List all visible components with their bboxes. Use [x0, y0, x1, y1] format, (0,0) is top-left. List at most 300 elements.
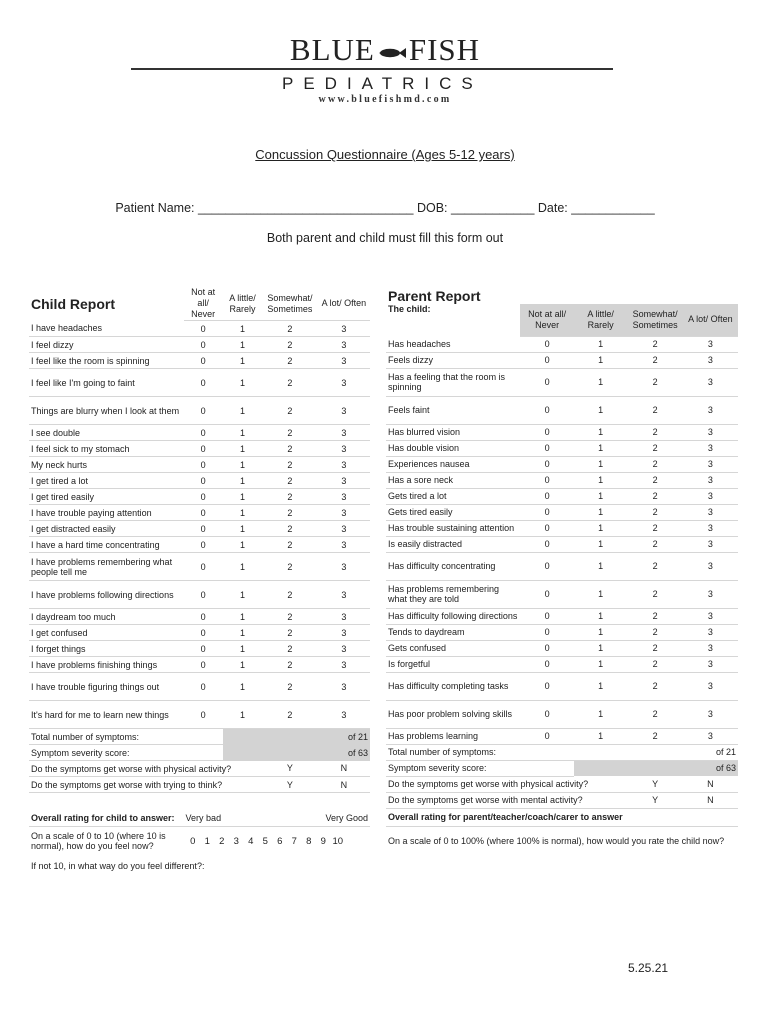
score-option[interactable]: 0: [184, 337, 223, 353]
symptom-row: [29, 425, 370, 441]
symptom-row: [386, 456, 738, 472]
severity-score-label: Symptom severity score:: [386, 760, 574, 776]
symptom-label: Feels dizzy: [386, 352, 520, 368]
score-option[interactable]: 2: [262, 397, 318, 425]
symptom-row: [29, 701, 370, 729]
yes-option[interactable]: Y: [262, 761, 318, 777]
score-option[interactable]: 3: [318, 609, 370, 625]
score-option[interactable]: 1: [574, 520, 628, 536]
symptom-row: [386, 656, 738, 672]
score-option[interactable]: 3: [318, 701, 370, 729]
yes-option[interactable]: Y: [627, 792, 682, 808]
score-option[interactable]: 2: [627, 700, 682, 728]
score-option[interactable]: 3: [683, 656, 738, 672]
total-symptoms-field[interactable]: of 21: [574, 744, 738, 760]
score-option[interactable]: 1: [574, 396, 628, 424]
score-option[interactable]: 0: [184, 553, 223, 581]
score-option[interactable]: 1: [223, 625, 262, 641]
score-option[interactable]: 3: [318, 641, 370, 657]
column-header: A lot/ Often: [318, 287, 370, 321]
score-option[interactable]: 1: [574, 440, 628, 456]
symptom-row: [29, 321, 370, 337]
score-option[interactable]: 0: [520, 440, 573, 456]
symptom-label: Has a feeling that the room is spinning: [386, 368, 520, 396]
symptom-row: [386, 552, 738, 580]
symptom-row: [29, 657, 370, 673]
score-option[interactable]: 0: [184, 625, 223, 641]
score-option[interactable]: 3: [683, 700, 738, 728]
score-option[interactable]: 3: [683, 728, 738, 744]
symptom-label: Has problems learning: [386, 728, 520, 744]
score-option[interactable]: 3: [683, 580, 738, 608]
score-option[interactable]: 2: [262, 521, 318, 537]
score-option[interactable]: 1: [223, 457, 262, 473]
score-option[interactable]: 0: [184, 457, 223, 473]
symptom-row: [386, 424, 738, 440]
symptom-row: [386, 352, 738, 368]
score-option[interactable]: 1: [574, 488, 628, 504]
score-option[interactable]: 3: [318, 441, 370, 457]
score-option[interactable]: 0: [184, 425, 223, 441]
score-option[interactable]: 2: [262, 369, 318, 397]
score-option[interactable]: 1: [574, 728, 628, 744]
symptom-label: I have headaches: [29, 321, 184, 337]
symptom-label: Has blurred vision: [386, 424, 520, 440]
score-option[interactable]: 2: [627, 368, 682, 396]
score-option[interactable]: 0: [520, 504, 573, 520]
mental-activity-question: Do the symptoms get worse with mental activity?: [386, 792, 627, 808]
column-header: A little/ Rarely: [223, 287, 262, 321]
symptom-row: [29, 641, 370, 657]
very-good-label: Very Good: [262, 811, 370, 827]
symptom-row: [29, 521, 370, 537]
score-option[interactable]: 3: [318, 505, 370, 521]
parent-scale-question[interactable]: On a scale of 0 to 100% (where 100% is normal), how would you rate the child now?: [388, 836, 725, 847]
score-option[interactable]: 1: [223, 521, 262, 537]
symptom-row: [29, 609, 370, 625]
score-option[interactable]: 3: [683, 552, 738, 580]
score-option[interactable]: 2: [627, 536, 682, 552]
score-option[interactable]: 2: [262, 537, 318, 553]
physical-activity-question: Do the symptoms get worse with physical activity?: [29, 761, 262, 777]
score-option[interactable]: 3: [683, 672, 738, 700]
symptom-row: [29, 473, 370, 489]
score-option[interactable]: 0: [184, 397, 223, 425]
score-option[interactable]: 3: [318, 673, 370, 701]
score-option[interactable]: 0: [520, 552, 573, 580]
score-option[interactable]: 1: [574, 624, 628, 640]
score-option[interactable]: 2: [262, 581, 318, 609]
score-option[interactable]: 2: [262, 337, 318, 353]
symptom-label: I feel sick to my stomach: [29, 441, 184, 457]
score-option[interactable]: 2: [262, 489, 318, 505]
score-option[interactable]: 2: [262, 701, 318, 729]
column-header: Somewhat/ Sometimes: [262, 287, 318, 321]
symptom-label: It's hard for me to learn new things: [29, 701, 184, 729]
symptom-label: Has difficulty concentrating: [386, 552, 520, 580]
score-option[interactable]: 0: [184, 657, 223, 673]
score-option[interactable]: 1: [223, 425, 262, 441]
score-option[interactable]: 3: [318, 625, 370, 641]
score-option[interactable]: 3: [318, 473, 370, 489]
score-option[interactable]: 2: [627, 352, 682, 368]
score-option[interactable]: 2: [262, 609, 318, 625]
symptom-label: I see double: [29, 425, 184, 441]
score-option[interactable]: 3: [683, 352, 738, 368]
brand-url: www.bluefishmd.com: [318, 94, 452, 105]
score-option[interactable]: 0: [184, 537, 223, 553]
severity-score-field[interactable]: of 63: [574, 760, 738, 776]
score-option[interactable]: 1: [574, 504, 628, 520]
score-option[interactable]: 0: [184, 321, 223, 337]
no-option[interactable]: N: [683, 776, 738, 792]
score-option[interactable]: 1: [574, 336, 628, 352]
score-option[interactable]: 2: [262, 425, 318, 441]
score-option[interactable]: 1: [223, 473, 262, 489]
symptom-label: Has headaches: [386, 336, 520, 352]
yes-option[interactable]: Y: [627, 776, 682, 792]
score-option[interactable]: 2: [262, 625, 318, 641]
symptom-label: I have trouble figuring things out: [29, 673, 184, 701]
total-symptoms-field[interactable]: of 21: [223, 729, 370, 745]
symptom-label: I have problems finishing things: [29, 657, 184, 673]
score-option[interactable]: 2: [262, 353, 318, 369]
score-option[interactable]: 0: [520, 456, 573, 472]
symptom-row: [29, 537, 370, 553]
fish-icon: [377, 33, 407, 67]
score-option[interactable]: 1: [574, 700, 628, 728]
scale-option[interactable]: 1: [204, 835, 210, 847]
score-option[interactable]: 3: [318, 581, 370, 609]
symptom-label: I feel dizzy: [29, 337, 184, 353]
symptom-label: I have a hard time concentrating: [29, 537, 184, 553]
scale-option[interactable]: 7: [291, 835, 297, 847]
score-option[interactable]: 0: [184, 353, 223, 369]
score-option[interactable]: 1: [574, 472, 628, 488]
symptom-row: [386, 488, 738, 504]
score-option[interactable]: 0: [520, 624, 573, 640]
score-option[interactable]: 0: [520, 608, 573, 624]
symptom-label: Is forgetful: [386, 656, 520, 672]
symptom-label: Experiences nausea: [386, 456, 520, 472]
score-option[interactable]: 0: [184, 489, 223, 505]
score-option[interactable]: 3: [683, 396, 738, 424]
symptom-label: My neck hurts: [29, 457, 184, 473]
score-option[interactable]: 1: [574, 536, 628, 552]
revision-date: 5.25.21: [628, 961, 669, 975]
symptom-row: [386, 336, 738, 352]
score-option[interactable]: 0: [520, 656, 573, 672]
symptom-row: [386, 624, 738, 640]
score-option[interactable]: 1: [223, 641, 262, 657]
score-option[interactable]: 3: [683, 440, 738, 456]
score-option[interactable]: 0: [520, 396, 573, 424]
score-option[interactable]: 3: [683, 536, 738, 552]
score-option[interactable]: 0: [520, 728, 573, 744]
score-option[interactable]: 1: [574, 608, 628, 624]
score-option[interactable]: 2: [627, 672, 682, 700]
score-option[interactable]: 1: [223, 353, 262, 369]
score-option[interactable]: 2: [627, 624, 682, 640]
no-option[interactable]: N: [318, 777, 370, 793]
score-option[interactable]: 0: [184, 505, 223, 521]
score-option[interactable]: 1: [223, 489, 262, 505]
score-option[interactable]: 3: [318, 553, 370, 581]
score-option[interactable]: 2: [262, 553, 318, 581]
symptom-row: [386, 396, 738, 424]
symptom-row: [29, 441, 370, 457]
scale-option[interactable]: 8: [306, 835, 312, 847]
brand-name-right: FISH: [408, 31, 481, 67]
score-option[interactable]: 0: [520, 640, 573, 656]
symptom-label: Things are blurry when I look at them: [29, 397, 184, 425]
score-option[interactable]: 0: [520, 352, 573, 368]
score-option[interactable]: 3: [318, 489, 370, 505]
score-option[interactable]: 1: [223, 581, 262, 609]
score-option[interactable]: 1: [574, 552, 628, 580]
score-option[interactable]: 2: [627, 424, 682, 440]
score-option[interactable]: 0: [184, 369, 223, 397]
symptom-label: Tends to daydream: [386, 624, 520, 640]
score-option[interactable]: 0: [184, 441, 223, 457]
symptom-label: Gets tired a lot: [386, 488, 520, 504]
score-option[interactable]: 1: [223, 537, 262, 553]
brand-subtitle: PEDIATRICS: [282, 74, 483, 93]
score-option[interactable]: 2: [627, 580, 682, 608]
no-option[interactable]: N: [683, 792, 738, 808]
score-option[interactable]: 2: [262, 657, 318, 673]
score-option[interactable]: 0: [184, 609, 223, 625]
child-rating-label: Overall rating for child to answer:: [29, 811, 184, 827]
patient-info-line[interactable]: Patient Name: _______________________________ DOB: ____________ Date: ____________: [115, 201, 655, 215]
score-option[interactable]: 3: [683, 520, 738, 536]
score-option[interactable]: 0: [520, 580, 573, 608]
score-option[interactable]: 3: [318, 321, 370, 337]
score-option[interactable]: 0: [184, 673, 223, 701]
score-option[interactable]: 2: [262, 457, 318, 473]
no-option[interactable]: N: [318, 761, 370, 777]
score-option[interactable]: 1: [574, 580, 628, 608]
score-option[interactable]: 3: [683, 624, 738, 640]
total-symptoms-label: Total number of symptoms:: [386, 744, 574, 760]
symptom-row: [386, 640, 738, 656]
score-option[interactable]: 2: [627, 640, 682, 656]
score-option[interactable]: 1: [574, 656, 628, 672]
score-option[interactable]: 0: [520, 536, 573, 552]
score-option[interactable]: 3: [683, 488, 738, 504]
symptom-row: [29, 581, 370, 609]
score-option[interactable]: 0: [520, 424, 573, 440]
score-option[interactable]: 1: [223, 673, 262, 701]
score-option[interactable]: 3: [683, 336, 738, 352]
score-option[interactable]: 0: [184, 521, 223, 537]
spacer: [29, 793, 370, 811]
symptom-label: I get confused: [29, 625, 184, 641]
score-option[interactable]: 1: [223, 369, 262, 397]
score-option[interactable]: 3: [318, 337, 370, 353]
score-option[interactable]: 0: [520, 672, 573, 700]
score-option[interactable]: 3: [318, 369, 370, 397]
brand-name-left: BLUE: [289, 31, 375, 67]
symptom-row: [29, 625, 370, 641]
score-option[interactable]: 2: [627, 396, 682, 424]
score-option[interactable]: 3: [318, 537, 370, 553]
column-header: Not at all/ Never: [520, 304, 573, 336]
symptom-label: I have problems remembering what people tell me: [29, 553, 184, 581]
score-option[interactable]: 1: [574, 424, 628, 440]
score-option[interactable]: 2: [627, 552, 682, 580]
symptom-row: [386, 472, 738, 488]
scale-option[interactable]: 4: [248, 835, 254, 847]
parent-rating-label: Overall rating for parent/teacher/coach/carer to answer: [386, 808, 738, 826]
scale-option[interactable]: 3: [233, 835, 239, 847]
score-option[interactable]: 2: [627, 520, 682, 536]
symptom-row: [29, 353, 370, 369]
parent-subtitle: The child:: [388, 304, 431, 314]
score-option[interactable]: 3: [318, 353, 370, 369]
score-option[interactable]: 2: [262, 641, 318, 657]
form-title: Concussion Questionnaire (Ages 5-12 years): [255, 147, 515, 162]
score-option[interactable]: 0: [520, 520, 573, 536]
symptom-label: I get tired a lot: [29, 473, 184, 489]
symptom-label: I get tired easily: [29, 489, 184, 505]
score-option[interactable]: 1: [574, 352, 628, 368]
score-option[interactable]: 1: [223, 553, 262, 581]
score-option[interactable]: 0: [520, 336, 573, 352]
score-option[interactable]: 2: [627, 472, 682, 488]
symptom-row: [29, 505, 370, 521]
score-option[interactable]: 2: [627, 504, 682, 520]
score-option[interactable]: 0: [520, 488, 573, 504]
symptom-label: I feel like the room is spinning: [29, 353, 184, 369]
score-option[interactable]: 2: [627, 728, 682, 744]
scale-question: On a scale of 0 to 10 (where 10 is normal), how do you feel now?: [31, 831, 166, 852]
symptom-row: [386, 368, 738, 396]
symptom-label: Feels faint: [386, 396, 520, 424]
symptom-label: Has difficulty following directions: [386, 608, 520, 624]
score-option[interactable]: 2: [262, 673, 318, 701]
very-bad-label: Very bad: [184, 811, 263, 827]
score-option[interactable]: 2: [627, 440, 682, 456]
symptom-label: I forget things: [29, 641, 184, 657]
symptom-row: [29, 489, 370, 505]
symptom-row: [386, 700, 738, 728]
scale-option[interactable]: 2: [219, 835, 225, 847]
score-option[interactable]: 3: [683, 640, 738, 656]
symptom-label: I get distracted easily: [29, 521, 184, 537]
score-option[interactable]: 2: [627, 608, 682, 624]
score-option[interactable]: 2: [627, 456, 682, 472]
score-option[interactable]: 0: [184, 581, 223, 609]
thinking-question: Do the symptoms get worse with trying to think?: [29, 777, 262, 793]
score-option[interactable]: 3: [683, 472, 738, 488]
score-option[interactable]: 0: [184, 641, 223, 657]
column-header: Somewhat/ Sometimes: [627, 304, 682, 336]
symptom-row: [29, 397, 370, 425]
severity-score-field[interactable]: of 63: [223, 745, 370, 761]
score-option[interactable]: 2: [262, 505, 318, 521]
symptom-label: Has problems remembering what they are told: [386, 580, 520, 608]
score-option[interactable]: 1: [574, 672, 628, 700]
score-option[interactable]: 2: [262, 441, 318, 457]
score-option[interactable]: 3: [683, 456, 738, 472]
score-option[interactable]: 1: [574, 640, 628, 656]
scale-option[interactable]: 9: [320, 835, 326, 847]
score-option[interactable]: 3: [683, 424, 738, 440]
symptom-row: [386, 728, 738, 744]
severity-score-label: Symptom severity score:: [29, 745, 223, 761]
feel-different-question[interactable]: If not 10, in what way do you feel different?:: [31, 861, 205, 871]
score-option[interactable]: 0: [520, 472, 573, 488]
physical-activity-question: Do the symptoms get worse with physical activity?: [386, 776, 627, 792]
score-option[interactable]: 1: [574, 368, 628, 396]
score-option[interactable]: 0: [520, 700, 573, 728]
parent-report-table: [386, 287, 738, 856]
score-option[interactable]: 1: [223, 337, 262, 353]
symptom-label: Gets tired easily: [386, 504, 520, 520]
score-option[interactable]: 3: [318, 397, 370, 425]
column-header: Not at all/ Never: [184, 287, 223, 321]
child-report-title: Child Report: [31, 295, 115, 312]
score-option[interactable]: 1: [223, 505, 262, 521]
score-option[interactable]: 1: [574, 456, 628, 472]
symptom-row: [29, 673, 370, 701]
score-option[interactable]: 2: [262, 473, 318, 489]
scale-option[interactable]: 6: [277, 835, 283, 847]
score-option[interactable]: 3: [683, 608, 738, 624]
symptom-row: [386, 536, 738, 552]
yes-option[interactable]: Y: [262, 777, 318, 793]
score-option[interactable]: 0: [184, 701, 223, 729]
scale-option[interactable]: 10: [332, 835, 344, 847]
score-option[interactable]: 3: [318, 521, 370, 537]
child-report-table: [29, 287, 370, 876]
symptom-label: I feel like I'm going to faint: [29, 369, 184, 397]
symptom-label: Has a sore neck: [386, 472, 520, 488]
symptom-row: [29, 369, 370, 397]
score-option[interactable]: 0: [184, 473, 223, 489]
column-header: A little/ Rarely: [574, 304, 628, 336]
logo-divider: [131, 68, 613, 70]
score-option[interactable]: 1: [223, 321, 262, 337]
score-option[interactable]: 2: [627, 488, 682, 504]
scale-option[interactable]: 0: [190, 835, 196, 847]
score-option[interactable]: 2: [627, 656, 682, 672]
score-option[interactable]: 1: [223, 441, 262, 457]
symptom-label: Has trouble sustaining attention: [386, 520, 520, 536]
score-option[interactable]: 2: [262, 321, 318, 337]
symptom-row: [29, 337, 370, 353]
symptom-label: I have problems following directions: [29, 581, 184, 609]
score-option[interactable]: 3: [318, 657, 370, 673]
column-header: A lot/ Often: [683, 304, 738, 336]
score-option[interactable]: 0: [520, 368, 573, 396]
score-option[interactable]: 1: [223, 701, 262, 729]
score-option[interactable]: 1: [223, 609, 262, 625]
instructions: Both parent and child must fill this form out: [266, 231, 504, 245]
scale-option[interactable]: 5: [262, 835, 268, 847]
score-option[interactable]: 1: [223, 397, 262, 425]
score-option[interactable]: 3: [318, 457, 370, 473]
symptom-row: [29, 457, 370, 473]
score-option[interactable]: 1: [223, 657, 262, 673]
symptom-label: Has double vision: [386, 440, 520, 456]
symptom-label: I have trouble paying attention: [29, 505, 184, 521]
score-option[interactable]: 3: [683, 368, 738, 396]
score-option[interactable]: 2: [627, 336, 682, 352]
score-option[interactable]: 3: [318, 425, 370, 441]
score-option[interactable]: 3: [683, 504, 738, 520]
